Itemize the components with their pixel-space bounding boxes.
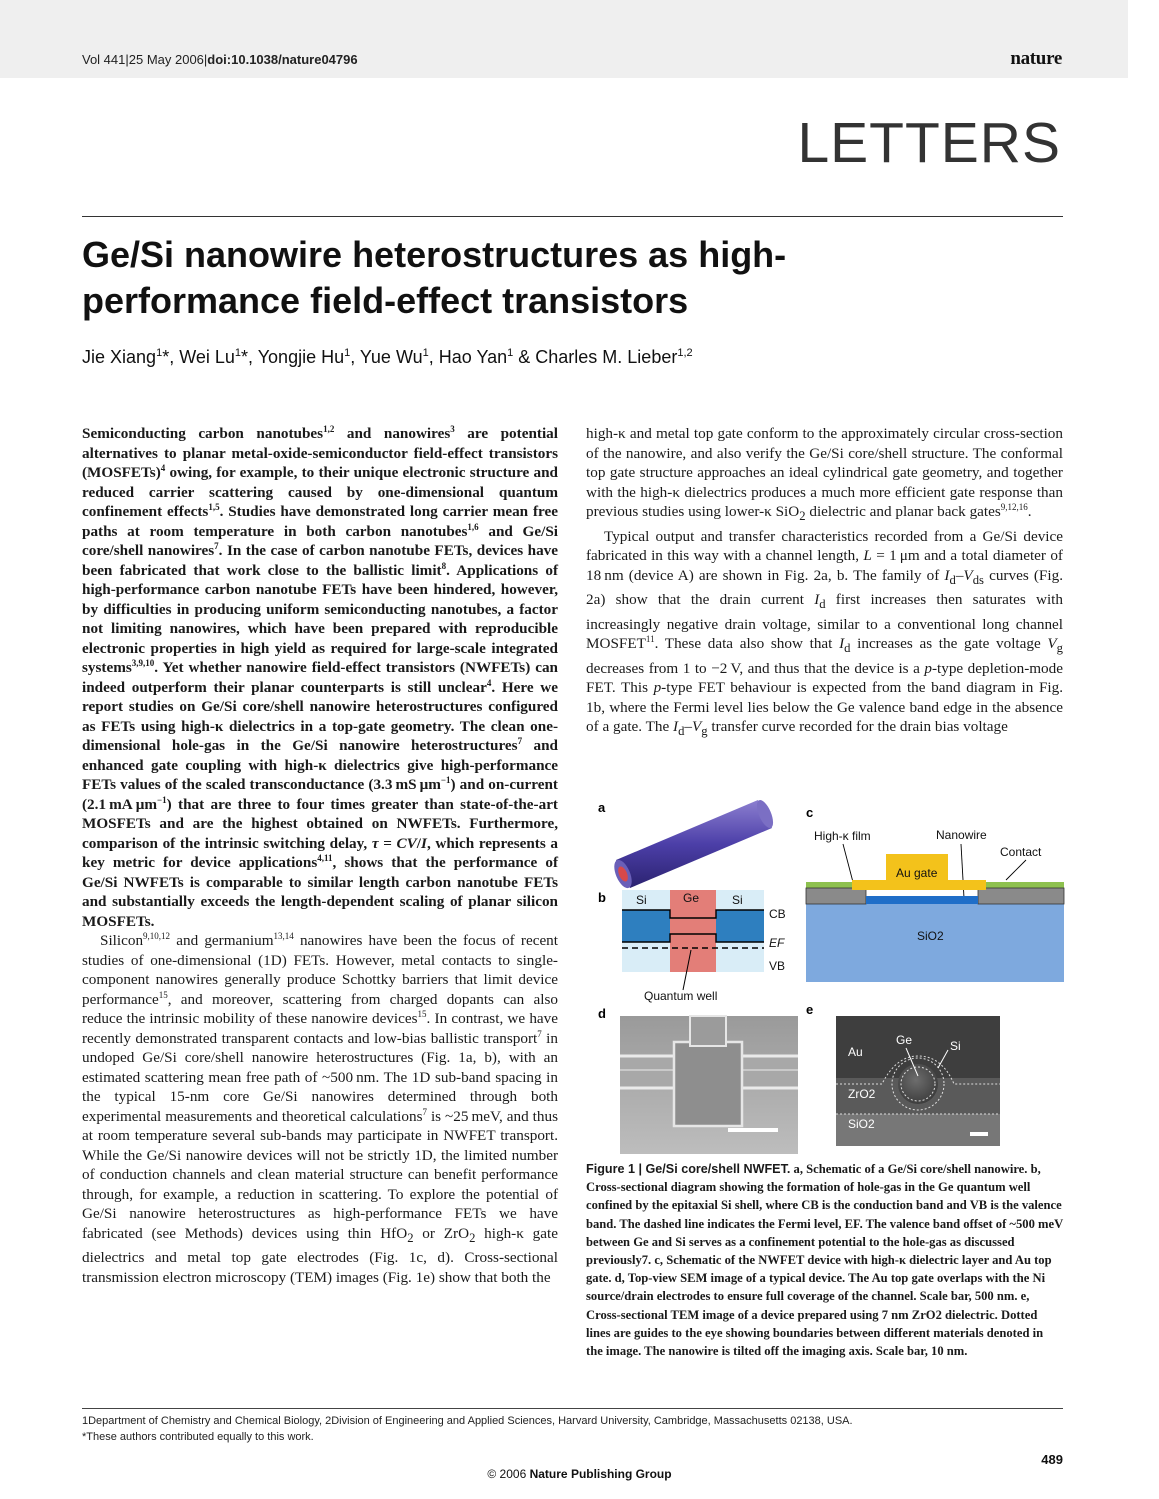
author-list: Jie Xiang$^1$*, Wei Lu$^1$*, Yongjie Hu$^1$, Yue Wu$^1$, Hao Yan$^1$ & Charles M. Lieber$^{1,2}$ bbox=[82, 347, 693, 367]
article-title: Ge/Si nanowire heterostructures as high-performance field-effect transistors bbox=[82, 234, 787, 321]
band-diagram bbox=[622, 890, 786, 1003]
tem-label-si: Si bbox=[950, 1039, 961, 1053]
band-label-si-right: Si bbox=[732, 893, 743, 907]
contact-label: Contact bbox=[1000, 845, 1042, 859]
journal-logo: nature bbox=[1010, 48, 1062, 69]
journal-reference: Vol 441|25 May 2006|doi:10.1038/nature04796 bbox=[82, 52, 358, 67]
footnote-divider bbox=[82, 1408, 1063, 1409]
panel-e-label: e bbox=[806, 1002, 814, 1017]
body-column-left bbox=[82, 424, 558, 1287]
equal-contribution-note: *These authors contributed equally to this work. bbox=[82, 1431, 314, 1443]
caption-body: a, Schematic of a Ge/Si core/shell nanowire. b, Cross-sectional diagram showing the formation of hole-gas in the Ge quantum well confined by the epitaxial Si shell, where CB is the conduction band and VB is the valence band. The dashed line indicates the Fermi level, EF. The valence band offset of ~500 meV between Ge and Si serves as a confinement potential to the hole-gas as discussed previously7. c, Schematic of the NWFET device with high-κ dielectric layer and Au top gate. d, Top-view SEM image of a typical device. The Au top gate overlaps with the Ni source/drain electrodes to ensure full coverage of the channel. Scale bar, 500 nm. e, Cross-sectional TEM image of a device prepared using 7 nm ZrO2 dielectric. Dotted lines are guides to the eye showing boundaries between different materials denoted in the image. The nanowire is tilted off the imaging axis. Scale bar, 10 nm. bbox=[586, 1162, 1063, 1359]
sio2-substrate-label: SiO2 bbox=[917, 929, 944, 943]
nanowire-schematic bbox=[611, 798, 777, 891]
figure-1 bbox=[586, 798, 1066, 1158]
panel-a-label: a bbox=[598, 800, 606, 815]
tem-label-zro2: ZrO2 bbox=[848, 1087, 876, 1101]
header-divider bbox=[82, 216, 1063, 217]
copyright-notice: © 2006 Nature Publishing Group bbox=[487, 1467, 672, 1481]
band-label-ef: EF bbox=[769, 936, 785, 950]
body-paragraph: Silicon$^{9,10,12}$ and germanium$^{13,14}$ nanowires have been the focus of recent studies of one-dimensional (1D) FETs. However, metal contacts to single-component nanowires generally produce Schottky barriers that limit device performance$^{15}$, and moreover, scattering from charged dopants can also reduce the intrinsic mobility of these nanowire devices$^{15}$. In contrast, we have recently demonstrated transparent contacts and low-bias ballistic transport$^7$ in undoped Ge/Si core/shell nanowire heterostructures (Fig. 1a, b), with an estimated scattering mean free path of ~500 nm. The 1D sub-band spacing in the typical 15-nm core Ge/Si nanowires determined through both experimental measurements and theoretical calculations$^7$ is ~25 meV, and thus at room temperature several sub-bands may participate in NWFET transport. While the Ge/Si nanowire devices will not be strictly 1D, the limited number of conduction channels and clean material structure can benefit performance through, for example, a reduction in scattering. To explore the potential of Ge/Si nanowire heterostructures as high-performance FETs we have fabricated (see Methods) devices using thin HfO$_2$ or ZrO$_2$ high-κ gate dielectrics and metal top gate electrodes (Fig. 1c, d). Cross-sectional transmission electron microscopy (TEM) images (Fig. 1e) show that both the bbox=[82, 930, 559, 1286]
device-cross-section bbox=[806, 828, 1064, 982]
section-label: LETTERS bbox=[797, 111, 1061, 175]
quantum-well-label: Quantum well bbox=[644, 989, 718, 1003]
tem-image bbox=[836, 1016, 1000, 1146]
body-column-right bbox=[586, 424, 1063, 742]
doi-link[interactable]: doi:10.1038/nature04796 bbox=[207, 52, 358, 67]
body-paragraph: high-κ and metal top gate conform to the approximately circular cross-section of the nanowire, and also verify the Ge/Si core/shell structure. The conformal top gate structure approaches an ideal cylindrical gate geometry, and together with the high-κ dielectrics produces a much more efficient gate response than previous studies using lower-κ SiO$_2$ dielectric and planar back gates$^{9,12,16}$. bbox=[586, 425, 1063, 524]
panel-b-label: b bbox=[598, 890, 606, 905]
tem-label-sio2: SiO2 bbox=[848, 1117, 875, 1131]
band-label-si-left: Si bbox=[636, 893, 647, 907]
abstract-paragraph: Semiconducting carbon nanotubes$^{1,2}$ and nanowires$^3$ are potential alternatives to planar metal-oxide-semiconductor field-effect transistors (MOSFETs)$^4$ owing, for example, to their unique electronic structure and reduced carrier scattering caused by one-dimensional quantum confinement effects$^{1,5}$. Studies have demonstrated long carrier mean free paths at room temperature in both carbon nanotubes$^{1,6}$ and Ge/Si core/shell nanowires$^7$. In the case of carbon nanotube FETs, devices have been fabricated that work close to the ballistic limit$^8$. Applications of high-performance carbon nanotube FETs have been hindered, however, by difficulties in producing uniform semiconducting nanotubes, a factor not limiting nanowires, which have been prepared with reproducible electronic properties in high yield as required for large-scale integrated systems$^{3,9,10}$. Yet whether nanowire field-effect transistors (NWFETs) can indeed outperform their planar counterparts is still unclear$^4$. Here we report studies on Ge/Si core/shell nanowire heterostructures configured as FETs using high-κ dielectrics in a top-gate geometry. The clean one-dimensional hole-gas in the Ge/Si nanowire heterostructures$^7$ and enhanced gate coupling with high-κ dielectrics give high-performance FETs values of the scaled transconductance (3.3 mS $\mu m^{-1}$) and on-current (2.1 mA $\mu m^{-1}$) that are three to four times greater than state-of-the-art MOSFETs and are the highest obtained on NWFETs. Furthermore, comparison of the intrinsic switching delay, τ = CV/I, which represents a key metric for device applications$^{4,11}$, shows that the performance of Ge/Si NWFETs is comparable to similar length carbon nanotube FETs and substantially exceeds the length-dependent scaling of planar silicon MOSFETs. bbox=[82, 423, 558, 930]
body-paragraph: Typical output and transfer characteristics recorded from a Ge/Si device fabricated in this way with a channel length, L = 1 μm and a total diameter of 18 nm (device A) are shown in Fig. 2a, b. The family of $I_d-V_{ds}$ curves (Fig. 2a) show that the drain current $I_d$ first increases then saturates with increasingly negative drain voltage, similar to a conventional long channel MOSFET$^{11}$. These data also show that $I_d$ increases as the gate voltage $V_g$ decreases from 1 to −2 V, and thus that the device is a p-type depletion-mode FET. This p-type FET behaviour is expected from the band diagram in Fig. 1b, where the Fermi level lies below the Ge valence band edge in the absence of a gate. The $I_d-V_g$ transfer curve recorded for the drain bias voltage bbox=[586, 527, 1064, 739]
caption-lead: Figure 1 | Ge/Si core/shell NWFET. bbox=[586, 1162, 791, 1176]
band-label-vb: VB bbox=[769, 959, 786, 973]
page-number: 489 bbox=[1041, 1452, 1063, 1467]
au-gate-label: Au gate bbox=[896, 866, 938, 880]
panel-c-label: c bbox=[806, 805, 814, 820]
high-k-film-label: High-κ film bbox=[814, 829, 871, 843]
tem-label-au: Au bbox=[848, 1045, 863, 1059]
footnotes bbox=[82, 1413, 853, 1445]
affiliations: 1Department of Chemistry and Chemical Biology, 2Division of Engineering and Applied Sciences, Harvard University, Cambridge, Massachusetts 02138, USA. bbox=[82, 1415, 853, 1427]
figure-1-caption bbox=[586, 1160, 1063, 1360]
nanowire-label: Nanowire bbox=[936, 828, 987, 842]
band-label-ge: Ge bbox=[683, 891, 700, 905]
publisher-name: Nature Publishing Group bbox=[529, 1467, 672, 1481]
band-label-cb: CB bbox=[769, 907, 786, 921]
tem-label-ge: Ge bbox=[896, 1033, 913, 1047]
panel-d-label: d bbox=[598, 1006, 606, 1021]
sem-image bbox=[620, 1016, 798, 1154]
